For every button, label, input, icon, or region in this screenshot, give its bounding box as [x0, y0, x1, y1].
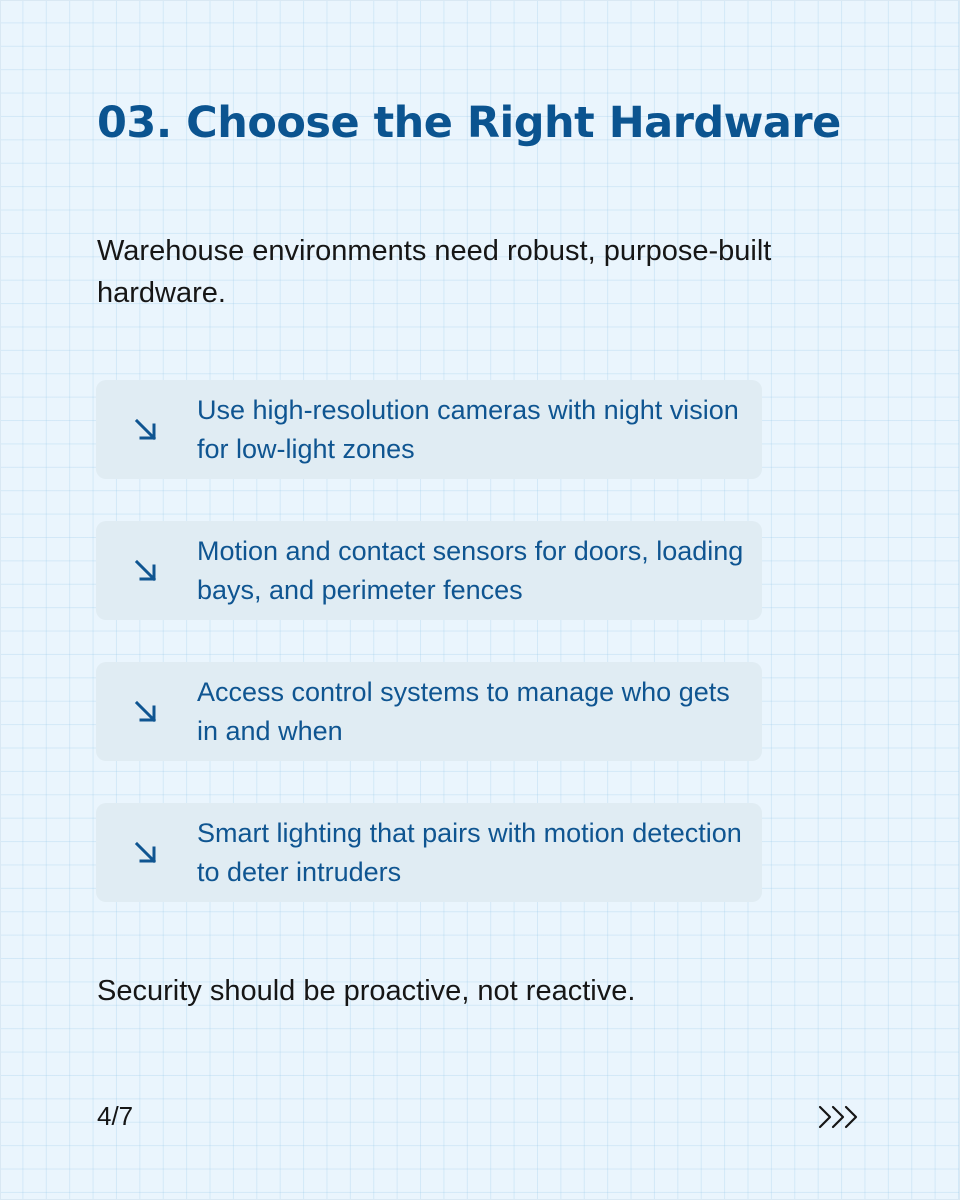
arrow-down-right-icon	[132, 698, 160, 726]
closing-statement: Security should be proactive, not reactive.	[97, 975, 636, 1007]
hardware-list	[96, 380, 762, 902]
list-item-text: Access control systems to manage who gets in and when	[197, 677, 730, 746]
page-title: 03. Choose the Right Hardware	[97, 98, 841, 148]
list-item	[96, 662, 762, 761]
list-item-text: Use high-resolution cameras with night vision for low-light zones	[197, 395, 739, 464]
list-item-text: Motion and contact sensors for doors, loading bays, and perimeter fences	[197, 536, 744, 605]
list-item	[96, 803, 762, 902]
arrow-down-right-icon	[132, 416, 160, 444]
list-item	[96, 380, 762, 479]
triple-chevron-right-icon[interactable]	[816, 1100, 866, 1134]
arrow-down-right-icon	[132, 839, 160, 867]
arrow-down-right-icon	[132, 557, 160, 585]
intro-text: Warehouse environments need robust, purpose-built hardware.	[97, 235, 772, 309]
page-indicator: 4/7	[97, 1101, 134, 1131]
list-item	[96, 521, 762, 620]
list-item-text: Smart lighting that pairs with motion detection to deter intruders	[197, 818, 742, 887]
